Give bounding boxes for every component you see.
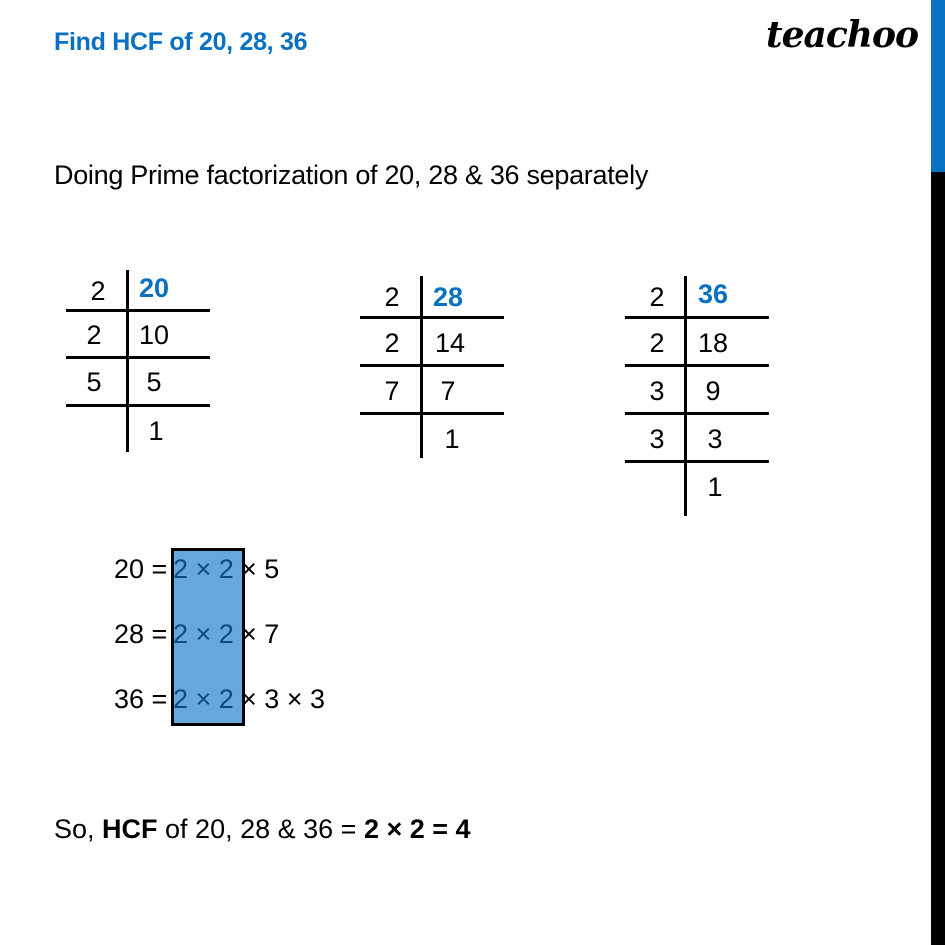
ladder-value: 1 [707,472,723,502]
intro-text: Doing Prime factorization of 20, 28 & 36 separately [54,160,649,190]
teachoo-logo: teachoo [766,14,918,56]
conclusion-middle: of 20, 28 & 36 = [157,814,364,844]
ladder-divider-vertical [126,270,129,452]
ladder-divider-horizontal [625,316,769,319]
ladder-value: 1 [444,424,460,454]
ladder-value: 14 [434,328,466,358]
equation-common-factors: 2 × 2 [173,684,234,714]
ladder-divisor: 3 [649,376,665,406]
ladder-value: 36 [697,279,729,309]
ladder-divider-horizontal [625,460,769,463]
equation-lhs: 20 = [114,554,168,584]
ladder-divisor: 2 [90,276,106,306]
ladder-divisor: 2 [649,328,665,358]
ladder-value: 3 [707,424,723,454]
ladder-value: 10 [138,320,170,350]
page-title: Find HCF of 20, 28, 36 [54,28,308,56]
ladder-value: 5 [146,367,162,397]
conclusion-result: 2 × 2 = 4 [363,814,471,844]
ladder-divisor: 2 [384,328,400,358]
equation-remaining-factors: × 5 [241,554,280,584]
ladder-divider-horizontal [66,309,210,312]
equation-remaining-factors: × 3 × 3 [241,684,326,714]
ladder-value: 20 [138,273,170,303]
ladder-value: 7 [440,376,456,406]
sidebar-dark-bar [931,172,945,945]
factorization-equation-36 [114,684,325,715]
factorization-equation-28 [114,619,279,650]
equation-common-factors: 2 × 2 [173,554,234,584]
equation-common-factors: 2 × 2 [173,619,234,649]
equation-remaining-factors: × 7 [241,619,280,649]
sidebar-accent-bar [931,0,945,172]
ladder-divider-vertical [420,276,423,458]
conclusion-hcf-label: HCF [102,814,158,844]
conclusion-prefix: So, [54,814,103,844]
ladder-value: 18 [697,328,729,358]
ladder-value: 1 [148,416,164,446]
equation-lhs: 36 = [114,684,168,714]
ladder-divisor: 2 [649,282,665,312]
ladder-divider-horizontal [625,364,769,367]
ladder-divisor: 2 [384,282,400,312]
ladder-value: 9 [705,376,721,406]
ladder-divider-horizontal [360,364,504,367]
ladder-divisor: 7 [384,376,400,406]
equation-lhs: 28 = [114,619,168,649]
ladder-divisor: 3 [649,424,665,454]
factorization-equation-20 [114,554,279,585]
ladder-divider-horizontal [66,404,210,407]
ladder-value: 28 [432,282,464,312]
ladder-divider-horizontal [360,316,504,319]
ladder-divider-horizontal [625,412,769,415]
ladder-divider-horizontal [66,356,210,359]
ladder-divisor: 5 [86,367,102,397]
conclusion-text [54,814,471,845]
ladder-divisor: 2 [86,320,102,350]
ladder-divider-vertical [684,276,687,516]
ladder-divider-horizontal [360,412,504,415]
